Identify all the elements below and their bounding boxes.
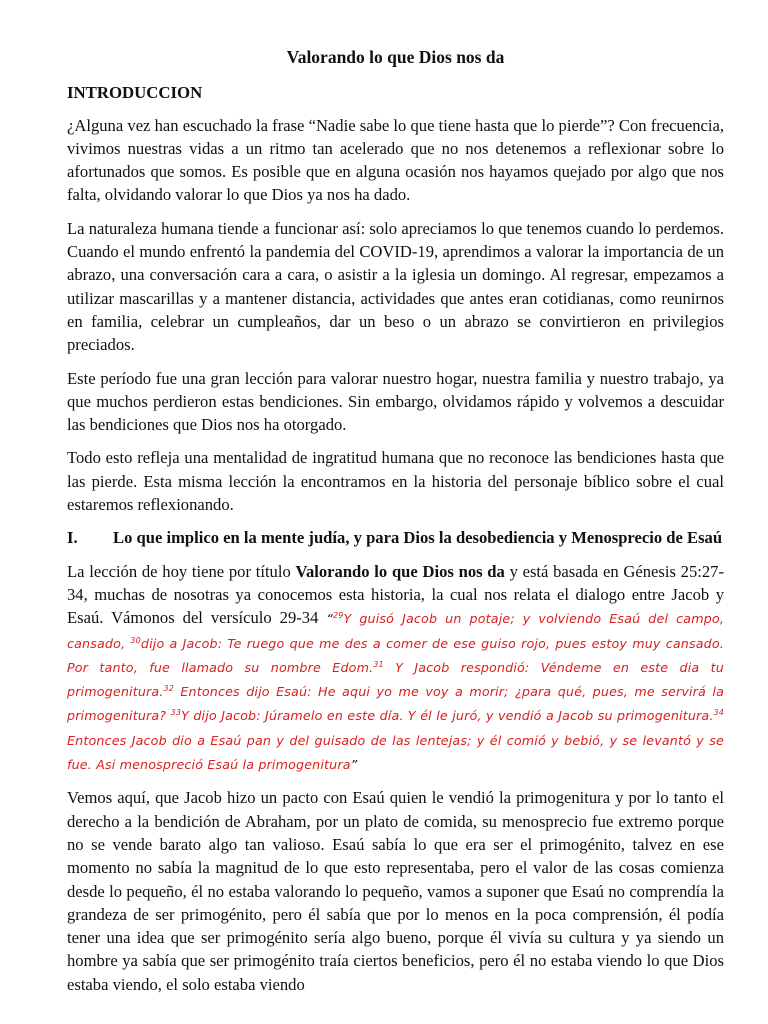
intro-paragraph-2: La naturaleza humana tiende a funcionar así: solo apreciamos lo que tenemos cuando lo perdemos. Cuando el mundo enfrentó la pandemia del COVID-19, aprendimos a valorar la importancia de un abrazo, una conversación cara a cara, o asistir a la iglesia un domingo. Al regresar, empezamos a utilizar mascarillas y a mantener distancia, actividades que antes eran cotidianas, como reunirnos en familia, celebrar un cumpleaños, dar un beso o un abrazo se convirtieron en privilegios preciados. [67, 218, 724, 355]
lesson-text-start: La lección de hoy tiene por título [67, 561, 296, 581]
verse-text: Entonces dijo Esaú: He aqui yo me voy a morir; ¿para qué, pues, me servirá la primogenitura? [67, 684, 724, 724]
open-quote: “ [326, 611, 333, 627]
intro-paragraph-4: Todo esto refleja una mentalidad de ingratitud humana que no reconoce las bendiciones hasta que las pierde. Esta misma lección la encontramos en la historia del personaje bíblico sobre el cual estaremos reflexionando. [67, 448, 724, 515]
lesson-text-continued: y está basada en Génesis 25:27-34, muchas de nosotras ya conocemos esta historia, la cual nos relata el dialogo entre Jacob y Esaú. Vámonos del versículo 29-34 [67, 561, 725, 628]
intro-paragraph-1: ¿Alguna vez han escuchado la frase “Nadie sabe lo que tiene hasta que lo pierde”? Con frecuencia, vivimos nuestras vidas a un ritmo tan acelerado que no nos detenemos a reflexionar sobre lo afortunados que somos. Es posible que en alguna ocasión nos hayamos quejado por algo que nos falta, olvidando valorar lo que Dios ya nos ha dado. [67, 115, 724, 205]
verse-number: 34 [713, 708, 725, 718]
section-number: I. [67, 528, 78, 548]
lesson-title-bold: Valorando lo que Dios nos da [295, 561, 505, 581]
section-title: Lo que implico en la mente judía, y para Dios la desobediencia y Menosprecio de Esaú [113, 528, 723, 548]
close-quote: ” [350, 757, 358, 773]
closing-paragraph: Vemos aquí, que Jacob hizo un pacto con Esaú quien le vendió la primogenitura y por lo tanto el derecho a la bendición de Abraham, por un plato de comida, su menosprecio fue extremo porque no se vende barato algo tan valioso. Esaú sabía lo que era ser el primogénito, talvez en ese momento no sabía la magnitud de lo que esto representaba, pero el valor de las cosas comienza desde lo pequeño, él no estaba valorando lo pequeño, vamos a suponer que Esaú no comprendía la grandeza de ser primogénito, pero él sabía que por lo menos en la poca comprensión, él podía tener una idea que ser primogénito sería algo bueno, porque él vivía su cultura y ya siendo un hombre ya sabía que ser primogénito traía ciertos beneficios, pero él no estaba viendo lo que Dios estaba viendo, el solo estaba viendo [67, 788, 724, 994]
verse-quote [67, 611, 724, 772]
intro-heading: INTRODUCCION [67, 83, 203, 103]
verse-text: Y dijo Jacob: Júramelo en este día. Y él le juró, y vendió a Jacob su primogenitura. [181, 708, 714, 724]
verse-number: 31 [373, 659, 384, 669]
verse-text: Y Jacob respondió: Véndeme en este dia tu primogenitura. [67, 659, 724, 700]
verse-number: 33 [170, 708, 182, 718]
verse-number: 29 [332, 611, 344, 620]
verse-text: Entonces Jacob dio a Esaú pan y del guisado de las lentejas; y él comió y bebió, y se levantó y se fue. Asi menospreció Esaú la primogenitura [67, 732, 724, 773]
lesson-paragraph [67, 560, 724, 777]
verse-text: Y guisó Jacob un potaje; y volviendo Esaú del campo, cansado, [67, 611, 725, 651]
intro-paragraph-3: Este período fue una gran lección para valorar nuestro hogar, nuestra familia y nuestro trabajo, ya que muchos perdieron estas bendiciones. Sin embargo, olvidamos rápido y volvemos a descuidar las bendiciones que Dios nos ha otorgado. [67, 368, 724, 435]
document-title: Valorando lo que Dios nos da [286, 47, 505, 67]
section-heading [67, 526, 724, 549]
verse-number: 30 [130, 635, 141, 645]
verse-text: dijo a Jacob: Te ruego que me des a comer de ese guiso rojo, pues estoy muy cansado. Por tanto, fue llamado su nombre Edom. [67, 635, 724, 675]
verse-number: 32 [163, 683, 174, 693]
